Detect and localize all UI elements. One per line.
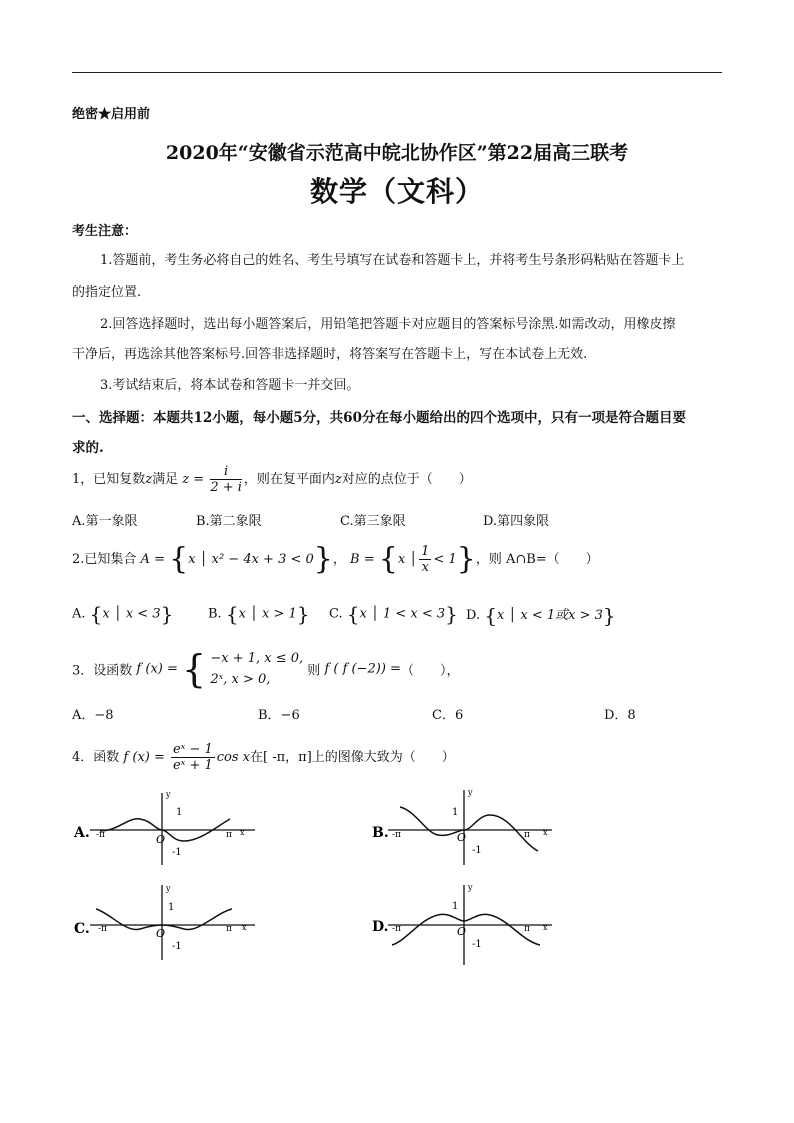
graph-c: [74, 884, 255, 960]
graph-b-curve: [400, 807, 538, 851]
q1-option-c: C.第三象限: [340, 514, 406, 529]
notice-heading: 考生注意：: [72, 224, 138, 239]
graph-c-neg-pi: -π: [98, 924, 107, 934]
question-3: 3．设函数 f (x) = { −x + 1, x ≤ 0, 2ˣ, x > 0, 则 f ( f (−2)) =（ ），: [72, 647, 460, 691]
q2-option-a: A. {x │ x < 3}: [72, 602, 174, 626]
graph-d-label: D.: [372, 919, 389, 935]
graph-a-x: x: [240, 828, 245, 837]
graph-b-one: 1: [452, 807, 459, 818]
graph-c-one: 1: [168, 902, 175, 913]
graph-a-label: A.: [74, 825, 90, 841]
graph-a-neg-one: -1: [172, 847, 182, 858]
notice-item-2-cont: 干净后，再选涂其他答案标号.回答非选择题时，将答案写在答题卡上，写在本试卷上无效.: [72, 347, 588, 362]
graph-d-pi: π: [524, 924, 530, 934]
graph-a-y: y: [166, 790, 171, 799]
graph-a-neg-pi: -π: [96, 830, 105, 840]
q1-option-a: A.第一象限: [72, 514, 138, 529]
graph-c-pi: π: [226, 924, 232, 934]
graph-a-one: 1: [176, 807, 183, 818]
section-heading: 一、选择题：本题共12小题，每小题5分，共60分在每小题给出的四个选项中，只有一项是符合题目要: [72, 410, 686, 426]
q2-option-b: B. {x │ x > 1}: [208, 602, 310, 626]
secret-mark: 绝密★启用前: [72, 107, 151, 122]
graph-b-x: x: [543, 828, 548, 837]
question-4: 4．函数 f (x) = $\frac{\text{eˣ − 1}}{\text{eˣ + 1}}$ cos x在[ -π，π]上的图像大致为（ ）: [72, 742, 455, 773]
q1-option-d: D.第四象限: [483, 514, 550, 529]
q2-option-c: C. {x │ 1 < x < 3}: [329, 602, 458, 626]
q3-option-d: D．8: [604, 708, 636, 723]
exam-title: 2020年“安徽省示范高中皖北协作区”第22届高三联考: [165, 142, 629, 164]
graph-d-neg-one: -1: [472, 939, 482, 950]
graph-b-neg-one: -1: [472, 845, 482, 856]
graph-c-neg-one: -1: [172, 941, 182, 952]
notice-item-2: 2.回答选择题时，选出每小题答案后，用铅笔把答题卡对应题目的答案标号涂黑.如需改动，用橡皮擦: [100, 317, 676, 332]
question-2: 2.已知集合 A = {x │ x² − 4x + 3 < 0}， B = {x │ $\frac{1}{x}$ < 1}，则 A∩B=（ ）: [72, 541, 599, 577]
q3-option-c: C．6: [432, 708, 464, 723]
section-heading-cont: 求的.: [72, 440, 104, 456]
graph-c-origin: O: [156, 927, 166, 940]
graphs-svg: [70, 785, 570, 975]
graph-a-origin: O: [156, 833, 166, 846]
q1-option-b: B.第二象限: [196, 514, 262, 529]
graph-b-label: B.: [372, 825, 389, 841]
q2-option-d: D. {x │ x < 1或x > 3}: [466, 603, 616, 628]
graph-b-pi: π: [524, 830, 530, 840]
graph-c-label: C.: [74, 921, 90, 937]
question-1: 1，已知复数z满足 z = $\frac{i}{2 + i}$ ，则在复平面内z对应的点位于（ ）: [72, 464, 472, 495]
notice-item-1-cont: 的指定位置.: [72, 285, 142, 300]
notice-item-3: 3.考试结束后，将本试卷和答题卡一并交回。: [100, 378, 360, 393]
graph-b-y: y: [468, 788, 473, 797]
notice-item-1: 1.答题前，考生务必将自己的姓名、考生号填写在试卷和答题卡上，并将考生号条形码粘贴在答题卡上: [100, 253, 685, 268]
graph-b-origin: O: [457, 831, 467, 844]
graph-a: [73, 790, 255, 865]
q4-graph-options: [70, 785, 570, 975]
graph-d-x: x: [543, 923, 548, 932]
header-rule: [72, 72, 722, 73]
graph-d-y: y: [468, 883, 473, 892]
graph-d: [372, 883, 552, 965]
graph-a-pi: π: [226, 830, 232, 840]
graph-c-x: x: [242, 923, 247, 932]
q3-option-b: B．−6: [258, 708, 300, 723]
subject-title: 数学（文科）: [309, 175, 484, 208]
fraction: $\frac{i}{2 + i}$: [210, 464, 242, 495]
graph-d-one: 1: [452, 901, 459, 912]
graph-b-neg-pi: -π: [392, 830, 401, 840]
q3-option-a: A．−8: [72, 708, 114, 723]
graph-b: [372, 788, 552, 865]
graph-d-origin: O: [457, 925, 467, 938]
graph-d-neg-pi: -π: [392, 924, 401, 934]
graph-c-y: y: [166, 884, 171, 893]
